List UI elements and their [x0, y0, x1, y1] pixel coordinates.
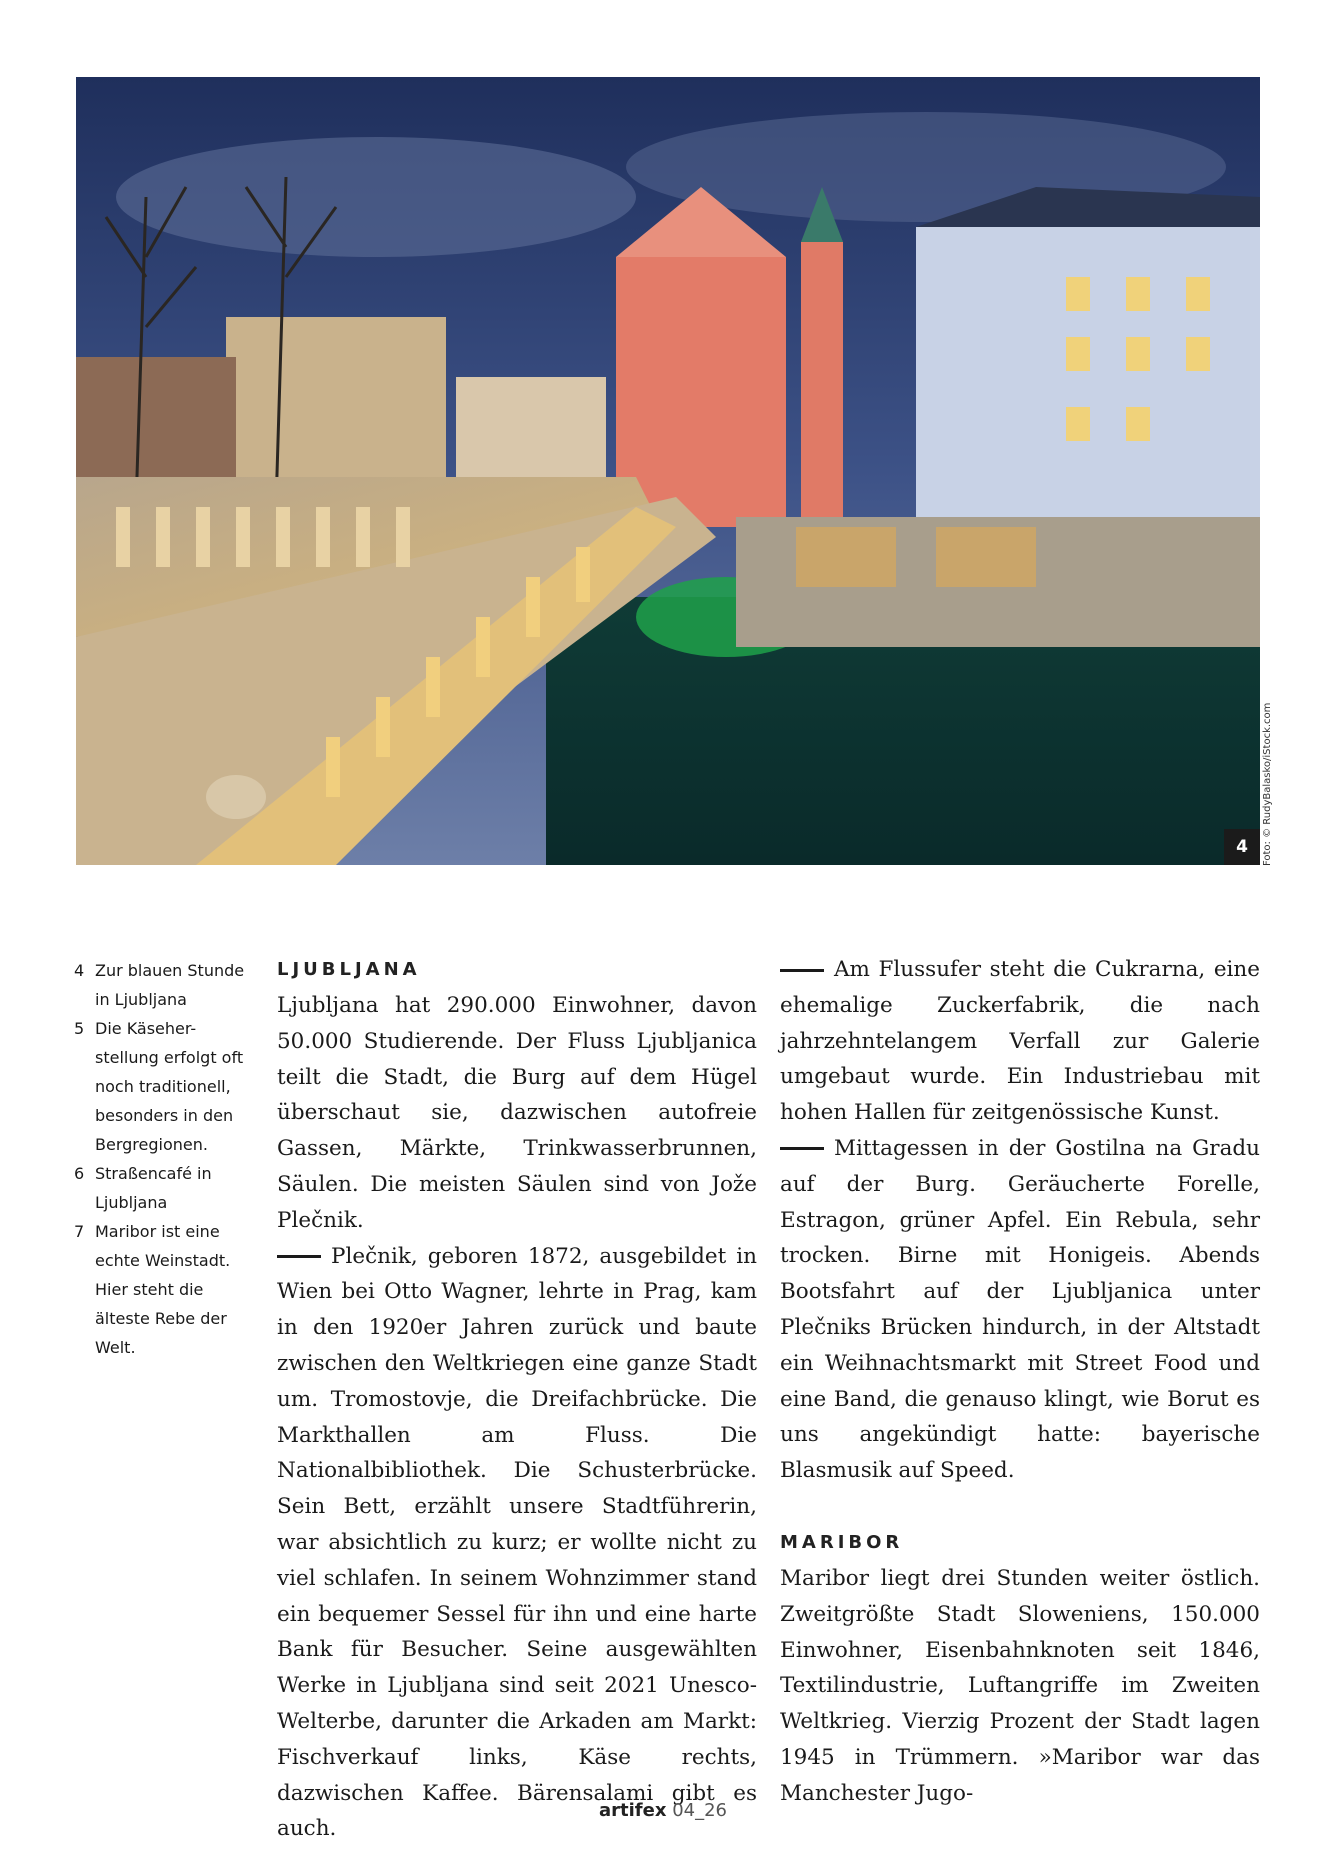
spacer [780, 1489, 1260, 1525]
paragraph-with-dash [277, 1239, 757, 1848]
paragraph: Maribor liegt drei Stunden weiter östlich. Zweitgrößte Stadt Sloweniens, 150.000 Einwohner, Eisenbahnknoten seit 1846, Textilindustrie, Luftangriffe im Zweiten Weltkrieg. Vierzig Prozent der Stadt lagen 1945 in Trümmern. »Maribor war das Manchester Jugo- [780, 1565, 1260, 1806]
photo-credit: Foto: © RudyBalasko/iStock.com [1262, 702, 1273, 866]
caption-text: Die Käseher-stellung erfolgt oft noch traditionell, besonders in den Bergregionen. [95, 1019, 244, 1154]
caption-item [74, 1014, 254, 1159]
paragraph-text: Plečnik, geboren 1872, ausgebildet in Wien bei Otto Wagner, lehrte in Prag, kam in den 1920er Jahren zurück und baute zwischen den Weltkriegen eine ganze Stadt um. Tromostovje, die Dreifachbrücke. Die Markthallen am Fluss. Die Nationalbibliothek. Die Schusterbrücke. Sein Bett, erzählt unsere Stadtführerin, war absichtlich zu kurz; er wollte nicht zu viel schlafen. In seinem Wohnzimmer stand ein bequemer Sessel für ihn und eine harte Bank für Besucher. Seine ausgewählten Werke in Ljubljana sind seit 2021 Unesco-Welterbe, darunter die Arkaden am Markt: Fischverkauf links, Käse rechts, dazwischen Kaffee. Bärensalami gibt es auch. [277, 1243, 757, 1842]
paragraph-with-dash [780, 952, 1260, 1131]
article-column-left [277, 952, 757, 1847]
caption-text: Maribor ist eine echte Weinstadt. Hier steht die älteste Rebe der Welt. [95, 1222, 231, 1357]
caption-number: 7 [74, 1222, 85, 1241]
caption-number: 5 [74, 1019, 85, 1038]
caption-number: 6 [74, 1164, 85, 1183]
section-heading-maribor: MARIBOR [780, 1531, 904, 1553]
caption-text: Straßencafé in Ljubljana [95, 1164, 212, 1212]
caption-item [74, 1217, 254, 1362]
page-footer [0, 1800, 1326, 1821]
caption-number: 4 [74, 961, 85, 980]
hero-photo [76, 77, 1260, 865]
paragraph-text: Am Flussufer steht die Cukrarna, eine ehemalige Zuckerfabrik, die nach jahrzehntelangem Verfall zur Galerie umgebaut wurde. Ein Industriebau mit hohen Hallen für zeitgenössische Kunst. [780, 957, 1260, 1126]
paragraph-text: Mittagessen in der Gostilna na Gradu auf der Burg. Geräucherte Forelle, Estragon, grüner Apfel. Ein Rebula, sehr trocken. Birne mit Honigeis. Abends Bootsfahrt auf der Ljubljanica unter Plečniks Brücken hindurch, in der Altstadt ein Weihnachtsmarkt mit Street Food und eine Band, die genauso klingt, wie Borut es uns angekündigt hatte: bayerische Blasmusik auf Speed. [780, 1135, 1260, 1484]
issue-page-number: 04_26 [672, 1800, 727, 1821]
photo-ljubljana-triple-bridge [76, 77, 1260, 865]
paragraph-with-dash [780, 1131, 1260, 1489]
em-dash-rule [277, 1255, 321, 1258]
paragraph: Ljubljana hat 290.000 Einwohner, davon 50.000 Studierende. Der Fluss Ljubljanica teilt die Stadt, die Burg auf dem Hügel überschaut sie, dazwischen autofreie Gassen, Märkte, Trinkwasserbrunnen, Säulen. Die meisten Säulen sind von Jože Plečnik. [277, 993, 757, 1233]
section-heading-ljubljana: LJUBLJANA [277, 959, 421, 980]
em-dash-rule [780, 969, 824, 972]
article-column-right [780, 952, 1260, 1812]
caption-text: Zur blauen Stunde in Ljubljana [95, 961, 245, 1009]
magazine-brand: artifex [599, 1800, 667, 1821]
em-dash-rule [780, 1147, 824, 1150]
caption-item [74, 956, 254, 1014]
photo-number-badge: 4 [1224, 829, 1260, 865]
photo-captions [74, 956, 254, 1362]
caption-item [74, 1159, 254, 1217]
